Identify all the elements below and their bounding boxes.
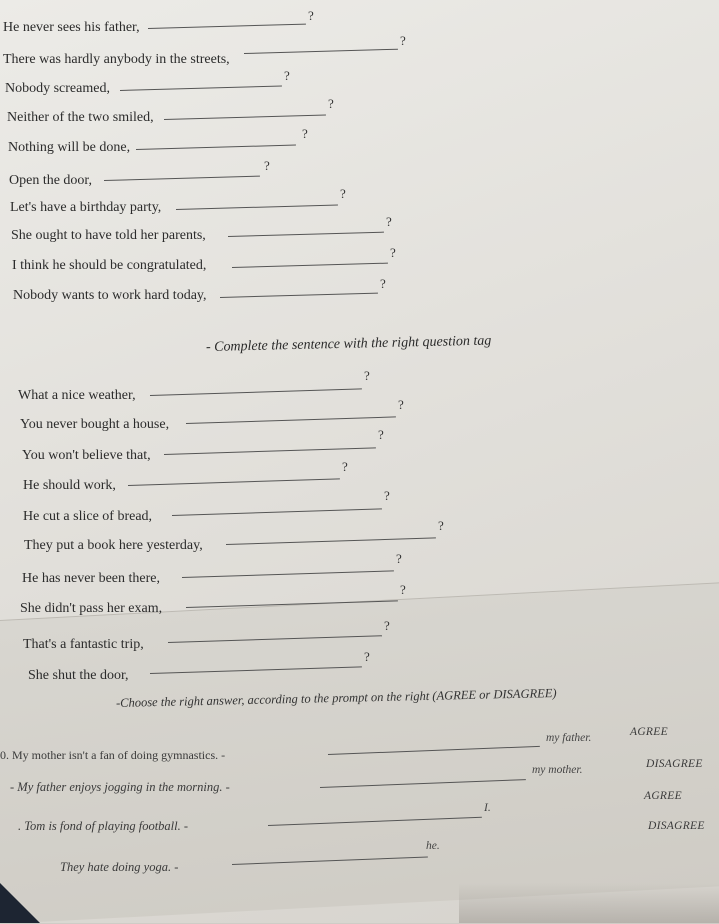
page-shadow: [459, 883, 719, 923]
question-mark: ?: [386, 214, 392, 229]
agree-answer: AGREE: [644, 790, 682, 802]
agree-hint: my mother.: [532, 764, 583, 776]
answer-blank[interactable]: [148, 24, 306, 29]
question-mark: ?: [384, 618, 390, 633]
answer-blank[interactable]: [120, 85, 282, 91]
answer-blank[interactable]: [186, 416, 396, 424]
question-mark: ?: [364, 368, 370, 383]
question-mark: ?: [438, 518, 444, 533]
exercise-prompt: He cut a slice of bread,: [23, 509, 153, 524]
question-mark: ?: [342, 459, 348, 474]
exercise-prompt: Open the door,: [9, 173, 93, 188]
answer-blank[interactable]: [104, 176, 260, 181]
question-mark: ?: [264, 158, 270, 173]
exercise-row: [0, 518, 719, 567]
exercise-row: [0, 158, 719, 199]
question-mark: ?: [390, 245, 396, 260]
answer-blank[interactable]: [164, 447, 376, 455]
exercise-row: [0, 427, 719, 475]
exercise-row: [0, 186, 719, 228]
agree-prompt: 0. My mother isn't a fan of doing gymnastics. -: [0, 748, 226, 762]
question-mark: ?: [364, 649, 370, 664]
exercise-prompt: Neither of the two smiled,: [7, 110, 154, 125]
exercise-row: [0, 459, 719, 506]
exercise-prompt: He never sees his father,: [3, 20, 140, 35]
exercise-row: [0, 488, 719, 537]
section-2-heading: - Complete the sentence with the right question tag: [205, 333, 492, 355]
question-mark: ?: [400, 582, 406, 597]
exercise-row: [0, 8, 719, 44]
question-mark: ?: [308, 8, 314, 23]
exercise-row: [0, 68, 719, 106]
exercise-row: [0, 276, 719, 319]
agree-answer: DISAGREE: [648, 820, 705, 832]
exercise-prompt: Nothing will be done,: [8, 140, 131, 155]
exercise-prompt: You never bought a house,: [20, 417, 170, 432]
answer-blank[interactable]: [244, 49, 398, 54]
exercise-row: [0, 214, 719, 257]
question-mark: ?: [284, 68, 290, 83]
question-mark: ?: [380, 276, 386, 291]
exercise-prompt: What a nice weather,: [18, 388, 136, 403]
question-mark: ?: [384, 488, 390, 503]
exercise-row: [0, 618, 719, 668]
question-mark: ?: [378, 427, 384, 442]
exercise-prompt: Nobody wants to work hard today,: [13, 288, 207, 303]
agree-answer: AGREE: [630, 726, 668, 738]
exercise-prompt: You won't believe that,: [22, 448, 151, 463]
exercise-prompt: She ought to have told her parents,: [11, 228, 206, 243]
agree-prompt: . Tom is fond of playing football. -: [18, 819, 189, 833]
exercise-row: [0, 551, 719, 601]
question-mark: ?: [398, 397, 404, 412]
exercise-prompt: She shut the door,: [28, 668, 129, 683]
agree-row: [0, 758, 719, 812]
answer-blank[interactable]: [228, 232, 384, 237]
agree-row: [0, 790, 719, 852]
exercise-row: [0, 96, 719, 136]
exercise-row: [0, 245, 719, 288]
section-3-heading: -Choose the right answer, according to the prompt on the right (AGREE or DISAGREE): [115, 686, 557, 710]
exercise-prompt: He has never been there,: [22, 571, 160, 586]
question-mark: ?: [340, 186, 346, 201]
answer-blank[interactable]: [136, 145, 296, 150]
answer-blank[interactable]: [176, 204, 338, 210]
question-mark: ?: [328, 96, 334, 111]
exercise-prompt: She didn't pass her exam,: [20, 601, 163, 616]
answer-blank[interactable]: [150, 388, 362, 396]
exercise-row: [0, 582, 719, 632]
question-mark: ?: [400, 33, 406, 48]
agree-hint: he.: [426, 840, 440, 852]
agree-prompt: - My father enjoys jogging in the morning. -: [10, 780, 230, 794]
table-corner: [0, 883, 40, 923]
exercise-prompt: He should work,: [23, 478, 116, 493]
answer-blank[interactable]: [164, 114, 326, 120]
exercise-prompt: Nobody screamed,: [5, 81, 110, 96]
exercise-prompt: I think he should be congratulated,: [12, 258, 207, 273]
exercise-prompt: There was hardly anybody in the streets,: [3, 52, 230, 67]
question-mark: ?: [302, 126, 308, 141]
question-mark: ?: [396, 551, 402, 566]
agree-row: [0, 726, 719, 778]
answer-blank[interactable]: [128, 478, 340, 486]
answer-blank[interactable]: [220, 293, 378, 298]
answer-blank[interactable]: [232, 263, 388, 268]
exercise-row: [0, 33, 719, 76]
agree-hint: my father.: [546, 732, 592, 744]
exercise-prompt: They put a book here yesterday,: [24, 538, 203, 553]
exercise-row: [0, 397, 719, 444]
agree-answer: DISAGREE: [646, 758, 703, 770]
agree-hint: I.: [484, 802, 491, 814]
exercise-prompt: That's a fantastic trip,: [23, 637, 144, 652]
exercise-row: [0, 368, 719, 414]
exercise-row: [0, 126, 719, 166]
exercise-prompt: Let's have a birthday party,: [10, 200, 162, 215]
agree-prompt: They hate doing yoga. -: [60, 860, 179, 874]
